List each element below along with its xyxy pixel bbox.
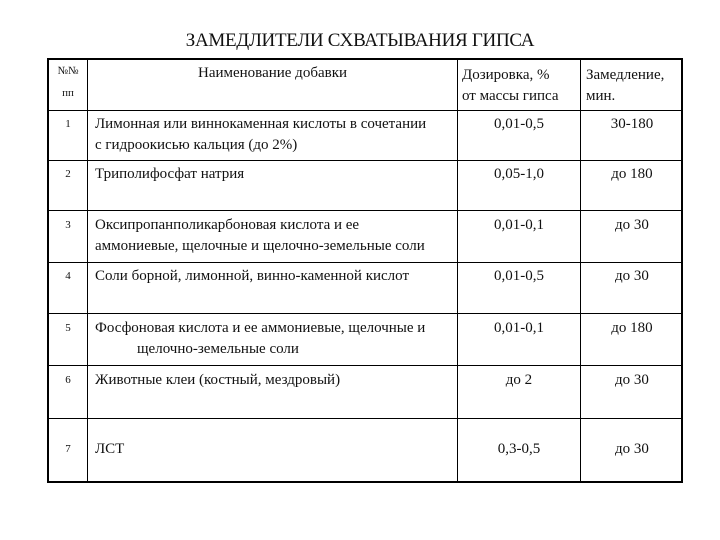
row-number: 3 xyxy=(65,219,71,231)
row-delay: до 30 xyxy=(615,268,649,284)
row-name xyxy=(95,439,455,460)
row-name-line1: Оксипропанполикарбоновая кислота и ее xyxy=(95,217,360,233)
row-delay: до 30 xyxy=(615,441,649,457)
row-name-line2: с гидроокисью кальция (до 2%) xyxy=(95,137,298,153)
row-number: 5 xyxy=(65,322,71,334)
header-delay xyxy=(586,65,683,107)
row-number: 4 xyxy=(65,270,71,282)
row-dosage: 0,01-0,5 xyxy=(494,268,544,284)
header-delay-line2: мин. xyxy=(586,88,616,104)
row-dosage: 0,01-0,5 xyxy=(494,116,544,132)
row-name xyxy=(95,215,455,257)
row-name-line1: Фосфоновая кислота и ее аммониевые, щелочные и xyxy=(95,320,426,336)
row-divider xyxy=(49,210,681,211)
header-dosage xyxy=(462,65,580,107)
row-name-line1: ЛСТ xyxy=(95,441,125,457)
row-name-line1: Животные клеи (костный, мездровый) xyxy=(95,372,341,388)
row-number: 7 xyxy=(65,443,71,455)
retarders-table xyxy=(47,58,683,483)
page-title: ЗАМЕДЛИТЕЛИ СХВАТЫВАНИЯ ГИПСА xyxy=(185,30,535,51)
header-dosage-line2: от массы гипса xyxy=(462,88,559,104)
row-delay: до 180 xyxy=(611,320,653,336)
row-number: 6 xyxy=(65,374,71,386)
row-name-line2: щелочно-земельные соли xyxy=(137,341,299,357)
row-name xyxy=(95,318,455,360)
row-divider xyxy=(49,262,681,263)
row-divider xyxy=(49,313,681,314)
row-delay: до 30 xyxy=(615,217,649,233)
header-dosage-line1: Дозировка, % xyxy=(462,67,550,83)
row-name xyxy=(95,370,455,391)
row-divider xyxy=(49,365,681,366)
row-dosage: 0,01-0,1 xyxy=(494,217,544,233)
row-dosage: 0,3-0,5 xyxy=(497,441,541,457)
row-name-line1: Лимонная или виннокаменная кислоты в сочетании xyxy=(95,116,427,132)
row-name-line2: аммониевые, щелочные и щелочно-земельные соли xyxy=(95,238,425,254)
header-number-line2: пп xyxy=(62,87,74,99)
header-delay-line1: Замедление, xyxy=(586,67,665,83)
row-delay: до 180 xyxy=(611,166,653,182)
row-dosage: 0,05-1,0 xyxy=(494,166,544,182)
row-delay: 30-180 xyxy=(610,116,654,132)
row-number: 1 xyxy=(65,118,71,130)
row-divider xyxy=(49,418,681,419)
row-name-line1: Соли борной, лимонной, винно-каменной кислот xyxy=(95,268,410,284)
row-divider xyxy=(49,160,681,161)
row-name xyxy=(95,114,455,156)
row-delay: до 30 xyxy=(615,372,649,388)
row-divider xyxy=(49,110,681,111)
header-number xyxy=(49,60,87,104)
row-name xyxy=(95,266,455,287)
row-name xyxy=(95,164,455,185)
row-number: 2 xyxy=(65,168,71,180)
header-name: Наименование добавки xyxy=(197,65,348,81)
row-name-line1: Триполифосфат натрия xyxy=(95,166,245,182)
row-dosage: 0,01-0,1 xyxy=(494,320,544,336)
header-number-line1: №№ xyxy=(57,65,79,77)
row-dosage: до 2 xyxy=(505,372,533,388)
